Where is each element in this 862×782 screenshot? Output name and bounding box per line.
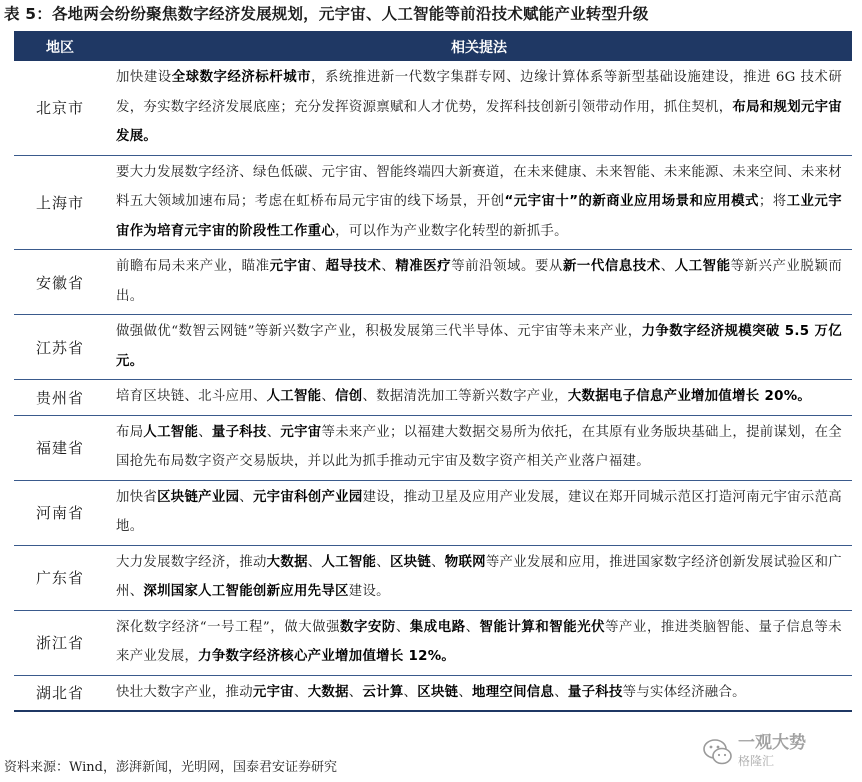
region-cell: 浙江省 xyxy=(14,610,106,675)
policy-table xyxy=(14,31,852,712)
content-text: ，系统推进新一代数字集群专网、边缘计算体系等新型基础设施建设，推进 6G 技术研发，夯实数字经济发展底座；充分发挥资源禀赋和人才优势，发挥科技创新引领带动作用，抓住契机， xyxy=(116,70,843,115)
table-row xyxy=(14,61,852,155)
table-row xyxy=(14,380,852,416)
content-text: 、 xyxy=(403,684,418,700)
highlight-text: 云计算 xyxy=(362,684,404,700)
content-cell xyxy=(106,250,852,315)
content-text: 等未来产业；以福建大数据交易所为依托，在其原有业务版块基础上，提前谋划，在全国抢先布局数字资产交易版块，并以此为抓手推动元宇宙及数字资产相关产业落户福建。 xyxy=(116,424,842,469)
content-cell xyxy=(106,675,852,711)
content-text: 等产业发展和应用，推进国家数字经济创新发展试验区和广州、 xyxy=(116,554,842,599)
highlight-text: 集成电路 xyxy=(409,619,466,635)
table-row xyxy=(14,315,852,380)
region-cell: 上海市 xyxy=(14,155,106,250)
highlight-text: 量子科技 xyxy=(567,684,623,700)
highlight-text: 布局和规划元宇宙发展。 xyxy=(116,99,842,144)
content-cell xyxy=(106,610,852,675)
highlight-text: 物联网 xyxy=(444,554,486,570)
watermark-text-group xyxy=(738,735,806,769)
content-text: 、 xyxy=(307,554,322,570)
highlight-text: 元宇宙 xyxy=(252,684,294,700)
table-header-row xyxy=(14,32,852,61)
region-cell: 湖北省 xyxy=(14,675,106,711)
region-cell: 贵州省 xyxy=(14,380,106,416)
table-body xyxy=(14,61,852,711)
content-cell xyxy=(106,61,852,155)
content-text: ；将 xyxy=(758,194,787,209)
content-text: 前瞻布局未来产业，瞄准 xyxy=(116,259,270,274)
content-text: 快壮大数字产业，推动 xyxy=(116,684,253,700)
highlight-text: 新一代信息技术 xyxy=(562,259,661,274)
content-text: 、 xyxy=(311,259,326,274)
highlight-text: 元宇宙 xyxy=(269,259,312,274)
highlight-text: 人工智能 xyxy=(143,424,199,440)
highlight-text: 大数据电子信息产业增加值增长 20%。 xyxy=(567,389,812,404)
content-text: 、 xyxy=(465,619,480,635)
highlight-text: 人工智能 xyxy=(321,554,377,570)
content-cell xyxy=(106,315,852,380)
content-text: 、 xyxy=(198,424,212,440)
highlight-text: “元宇宙十”的新商业应用场景和应用模式 xyxy=(504,194,759,209)
highlight-text: 大数据 xyxy=(307,684,349,700)
content-text: 等产业，推进类脑智能、量子信息等未来产业发展， xyxy=(116,619,842,664)
content-cell xyxy=(106,480,852,545)
watermark-sub: 格隆汇 xyxy=(738,754,775,768)
content-text: 、 xyxy=(321,389,336,404)
table-row xyxy=(14,155,852,250)
watermark-text: 一观大势 xyxy=(738,733,806,753)
content-text: 布局 xyxy=(116,424,144,440)
content-text: 建设。 xyxy=(348,584,390,599)
content-text: 、 xyxy=(431,554,445,570)
region-cell: 北京市 xyxy=(35,99,84,118)
region-cell: 广东省 xyxy=(14,545,106,610)
region-cell: 江苏省 xyxy=(14,315,106,380)
content-text: 加快建设 xyxy=(116,70,172,85)
content-text: 、 xyxy=(381,259,396,274)
header-region: 地区 xyxy=(14,32,106,61)
highlight-text: 数字安防 xyxy=(340,619,396,635)
content-text: 深化数字经济“一号工程”，做大做强 xyxy=(116,619,341,635)
highlight-text: 精准医疗 xyxy=(395,259,452,274)
content-text: 、 xyxy=(266,424,281,440)
header-content: 相关提法 xyxy=(106,32,852,61)
content-text: 、 xyxy=(348,684,363,700)
region-cell: 福建省 xyxy=(14,415,106,480)
content-text: 等前沿领域。要从 xyxy=(451,259,563,274)
content-text: 加快省 xyxy=(116,489,158,505)
content-text: 做强做优“数智云网链”等新兴数字产业，积极发展第三代半导体、元宇宙等未来产业， xyxy=(116,324,642,339)
region-cell: 河南省 xyxy=(14,480,106,545)
highlight-text: 深圳国家人工智能创新应用先导区 xyxy=(143,584,349,599)
highlight-text: 元宇宙科创产业园 xyxy=(252,489,363,505)
highlight-text: 元宇宙 xyxy=(280,424,322,440)
source-note: 资料来源：Wind，澎湃新闻，光明网，国泰君安证券研究 xyxy=(4,760,337,775)
highlight-text: 智能计算和智能光伏 xyxy=(479,619,606,635)
highlight-text: 区块链 xyxy=(417,684,459,700)
content-text: 、 xyxy=(660,259,675,274)
content-text: 建设，推动卫星及应用产业发展，建议在郑开同城示范区打造河南元宇宙示范高地。 xyxy=(116,489,842,534)
highlight-text: 全球数字经济标杆城市 xyxy=(171,70,312,85)
content-text: 等与实体经济融合。 xyxy=(622,684,746,700)
content-text: 培育区块链、北斗应用、 xyxy=(116,389,267,404)
table-title: 表 5：各地两会纷纷聚焦数字经济发展规划，元宇宙、人工智能等前沿技术赋能产业转型升级 xyxy=(4,5,649,23)
highlight-text: 力争数字经济核心产业增加值增长 12%。 xyxy=(198,649,456,664)
table-row xyxy=(14,675,852,711)
table-row xyxy=(14,610,852,675)
content-text: 要大力发展数字经济、绿色低碳、元宇宙、智能终端四大新赛道，在未来健康、未来智能、未来能源、未来空间、未来材料五大领域加速布局；考虑在虹桥布局元宇宙的线下场景，开创 xyxy=(116,164,842,209)
table-row xyxy=(14,415,852,480)
content-text: 、 xyxy=(554,684,568,700)
table-row xyxy=(14,250,852,315)
content-text: 、数据清洗加工等新兴数字产业， xyxy=(362,389,568,404)
highlight-text: 工业元宇宙作为培育元宇宙的阶段性工作重心 xyxy=(116,194,842,239)
content-cell xyxy=(106,380,852,416)
content-cell xyxy=(106,545,852,610)
highlight-text: 区块链产业园 xyxy=(157,489,240,505)
watermark xyxy=(702,735,806,769)
table-row xyxy=(14,480,852,545)
content-text: 、 xyxy=(376,554,390,570)
content-text: 大力发展数字经济，推动 xyxy=(116,554,267,570)
highlight-text: 大数据 xyxy=(266,554,308,570)
highlight-text: 区块链 xyxy=(389,554,432,570)
region-cell: 安徽省 xyxy=(14,250,106,315)
highlight-text: 信创 xyxy=(335,389,363,404)
content-cell xyxy=(106,155,852,250)
highlight-text: 地理空间信息 xyxy=(472,684,555,700)
highlight-text: 人工智能 xyxy=(674,259,731,274)
content-text: 、 xyxy=(239,489,253,505)
content-text: 、 xyxy=(293,684,308,700)
content-cell xyxy=(106,415,852,480)
wechat-icon xyxy=(702,736,734,768)
content-text: 等新兴产业脱颖而出。 xyxy=(116,259,843,304)
content-text: 、 xyxy=(395,619,410,635)
content-text: 、 xyxy=(458,684,473,700)
content-text: ，可以作为产业数字化转型的新抓手。 xyxy=(335,223,568,239)
highlight-text: 人工智能 xyxy=(266,389,322,404)
highlight-text: 量子科技 xyxy=(211,424,267,440)
table-row xyxy=(14,545,852,610)
highlight-text: 力争数字经济规模突破 5.5 万亿元。 xyxy=(116,324,842,369)
highlight-text: 超导技术 xyxy=(325,259,382,274)
